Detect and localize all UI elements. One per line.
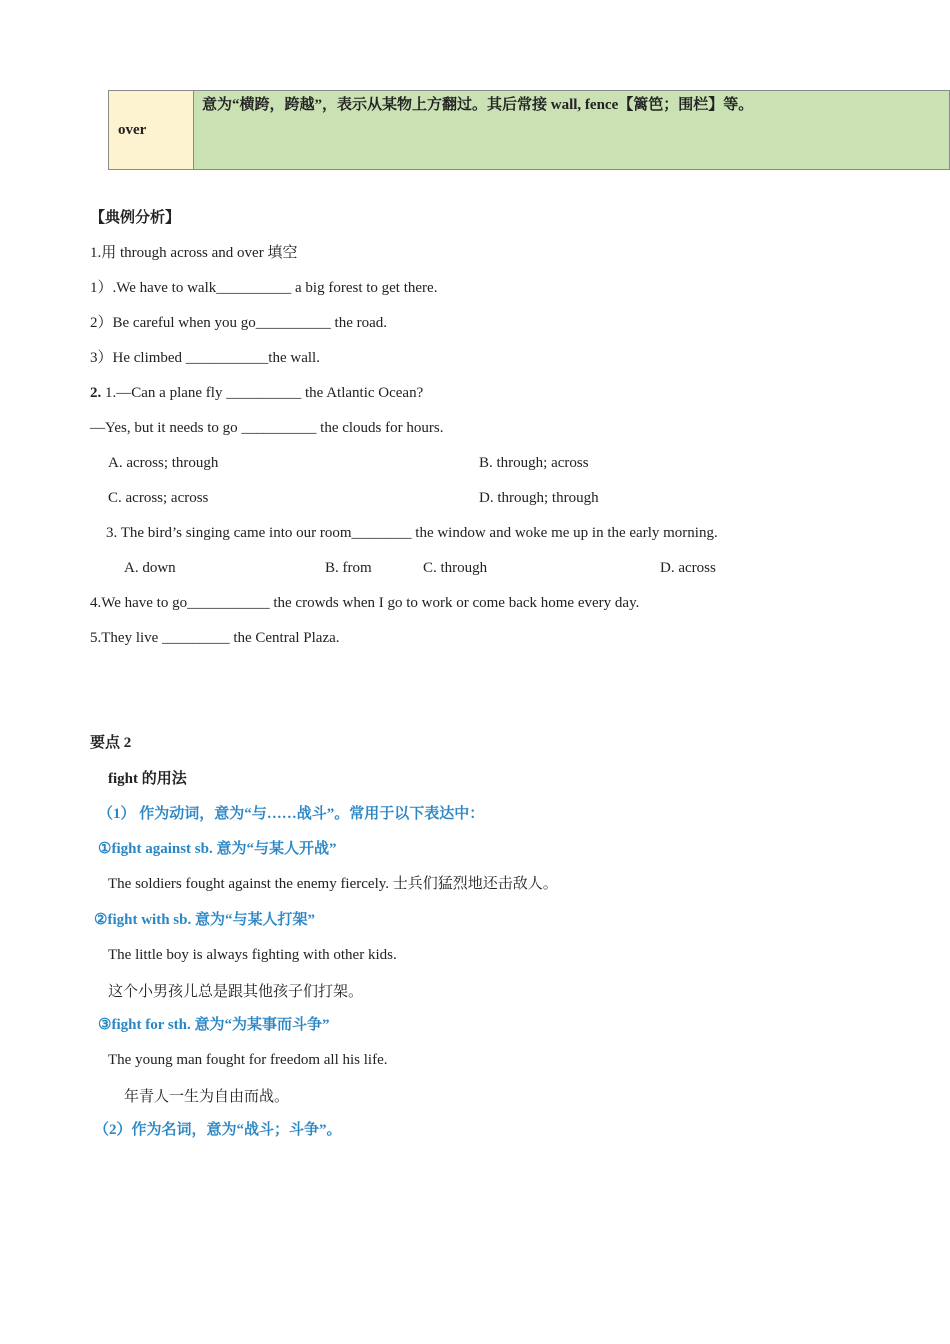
table-definition-cell: 意为“横跨，跨越”，表示从某物上方翻过。其后常接 wall, fence【篱笆；围栏】等。 (194, 91, 950, 170)
examples-heading: 【典例分析】 (90, 210, 181, 226)
q3-option-b: B. from (325, 560, 372, 576)
q3-option-a: A. down (124, 560, 176, 576)
q2-option-d: D. through; through (479, 490, 599, 506)
q1-item-1: 1）.We have to walk__________ a big forest to get there. (90, 280, 438, 296)
definition-table (108, 90, 950, 170)
usage-3-title: ③fight for sth. 意为“为某事而斗争” (98, 1017, 330, 1033)
table-word-cell: over (109, 91, 194, 170)
q2-text: 1.—Can a plane fly __________ the Atlantic Ocean? (101, 385, 424, 401)
q2-option-b: B. through; across (479, 455, 589, 471)
q2-line-2: —Yes, but it needs to go __________ the clouds for hours. (90, 420, 444, 436)
q2-option-a: A. across; through (108, 455, 219, 471)
q3-text: 3. The bird’s singing came into our room________ the window and woke me up in the early morning. (106, 525, 718, 541)
point2-subheading: fight 的用法 (108, 771, 187, 787)
q1-item-2: 2）Be careful when you go__________ the road. (90, 315, 388, 331)
usage-2-example-zh: 这个小男孩儿总是跟其他孩子们打架。 (108, 982, 364, 1000)
point2-heading: 要点 2 (90, 735, 132, 751)
verb-usage-title: （1） 作为动词，意为“与……战斗”。常用于以下表达中： (98, 806, 485, 822)
noun-usage-title: （2）作为名词，意为“战斗；斗争”。 (94, 1122, 342, 1138)
q5-text: 5.They live _________ the Central Plaza. (90, 630, 340, 646)
usage-3-example-en: The young man fought for freedom all his life. (108, 1052, 388, 1068)
q1-title: 1.用 through across and over 填空 (90, 245, 298, 261)
q2-number: 2. (90, 385, 102, 401)
q2-line-1 (90, 383, 423, 403)
q1-item-3: 3）He climbed ___________the wall. (90, 350, 320, 366)
usage-2-example-en: The little boy is always fighting with other kids. (108, 947, 397, 963)
q3-option-c: C. through (423, 560, 488, 576)
q4-text: 4.We have to go___________ the crowds when I go to work or come back home every day. (90, 595, 640, 611)
usage-2-title: ②fight with sb. 意为“与某人打架” (94, 912, 315, 928)
usage-1-title: ①fight against sb. 意为“与某人开战” (98, 841, 337, 857)
usage-1-example: The soldiers fought against the enemy fiercely. 士兵们猛烈地还击敌人。 (108, 876, 558, 892)
q2-option-c: C. across; across (108, 490, 209, 506)
q3-option-d: D. across (660, 560, 716, 576)
usage-3-example-zh: 年青人一生为自由而战。 (124, 1087, 290, 1105)
